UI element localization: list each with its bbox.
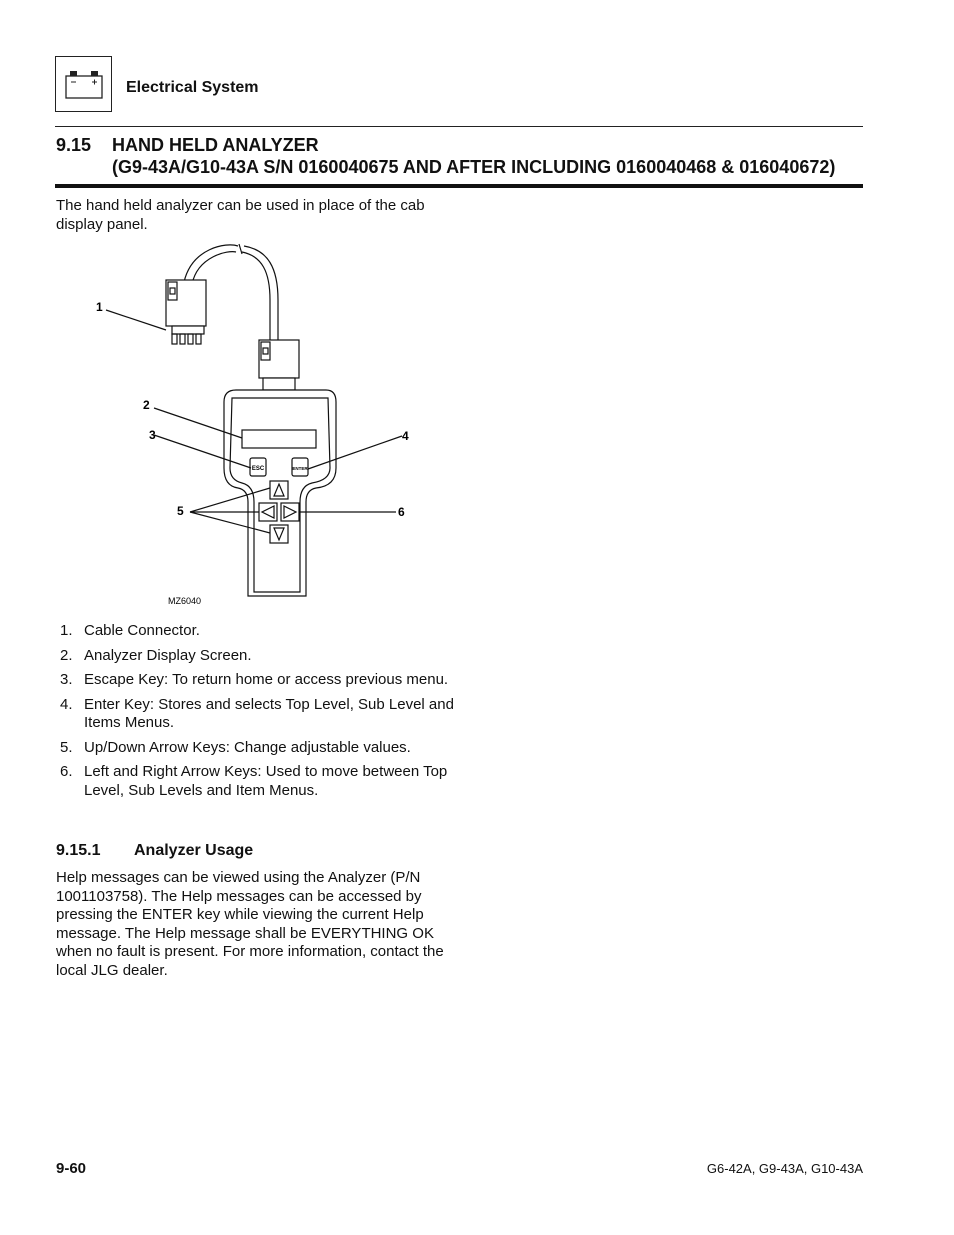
analyzer-figure xyxy=(56,240,456,610)
section-name: Electrical System xyxy=(126,79,259,96)
callout-2: 2 xyxy=(143,398,150,412)
legend-item: 3. Escape Key: To return home or access previous menu. xyxy=(60,671,449,688)
callout-1: 1 xyxy=(96,300,103,314)
figure-id: MZ6040 xyxy=(168,596,202,606)
callout-4: 4 xyxy=(402,429,409,443)
intro-paragraph: The hand held analyzer can be used in place of the cab display panel. xyxy=(56,197,425,233)
analyzer-illustration xyxy=(56,240,456,610)
legend-item: 2. Analyzer Display Screen. xyxy=(60,646,252,664)
legend-item: 1. Cable Connector. xyxy=(60,622,200,639)
callout-5: 5 xyxy=(177,504,184,518)
legend-item: 6. Left and Right Arrow Keys: Used to move between Top Level, Sub Levels and Item Menus. xyxy=(60,763,448,799)
callout-6: 6 xyxy=(398,505,405,519)
page-number: 9-60 xyxy=(56,1160,87,1177)
section-subtitle: (G9-43A/G10-43A S/N 0160040675 AND AFTER INCLUDING 0160040468 & 016040672) xyxy=(112,157,836,177)
battery-icon xyxy=(55,56,112,112)
callout-3: 3 xyxy=(149,428,156,442)
title-divider xyxy=(55,184,863,188)
subsection-number: 9.15.1 xyxy=(56,842,101,859)
enter-key-label: ENTER xyxy=(292,466,308,471)
legend-item: 5. Up/Down Arrow Keys: Change adjustable values. xyxy=(60,738,411,756)
legend-item: 4. Enter Key: Stores and selects Top Level, Sub Level and Items Menus. xyxy=(60,695,454,731)
section-title: HAND HELD ANALYZER xyxy=(112,135,319,155)
esc-key-label: ESC xyxy=(251,466,265,472)
usage-paragraph: Help messages can be viewed using the Analyzer (P/N 1001103758). The Help messages can be accessed by pressing the ENTER key while viewing the current Help message. The Help message shall be EVERYTHING OK when no fault is present. For more information, contact the local JLG dealer. xyxy=(56,869,444,979)
figure-legend xyxy=(56,622,456,806)
model-list: G6-42A, G9-43A, G10-43A xyxy=(706,1161,863,1176)
subsection-title: Analyzer Usage xyxy=(134,842,254,859)
header-divider xyxy=(55,126,863,127)
section-number: 9.15 xyxy=(56,135,92,155)
